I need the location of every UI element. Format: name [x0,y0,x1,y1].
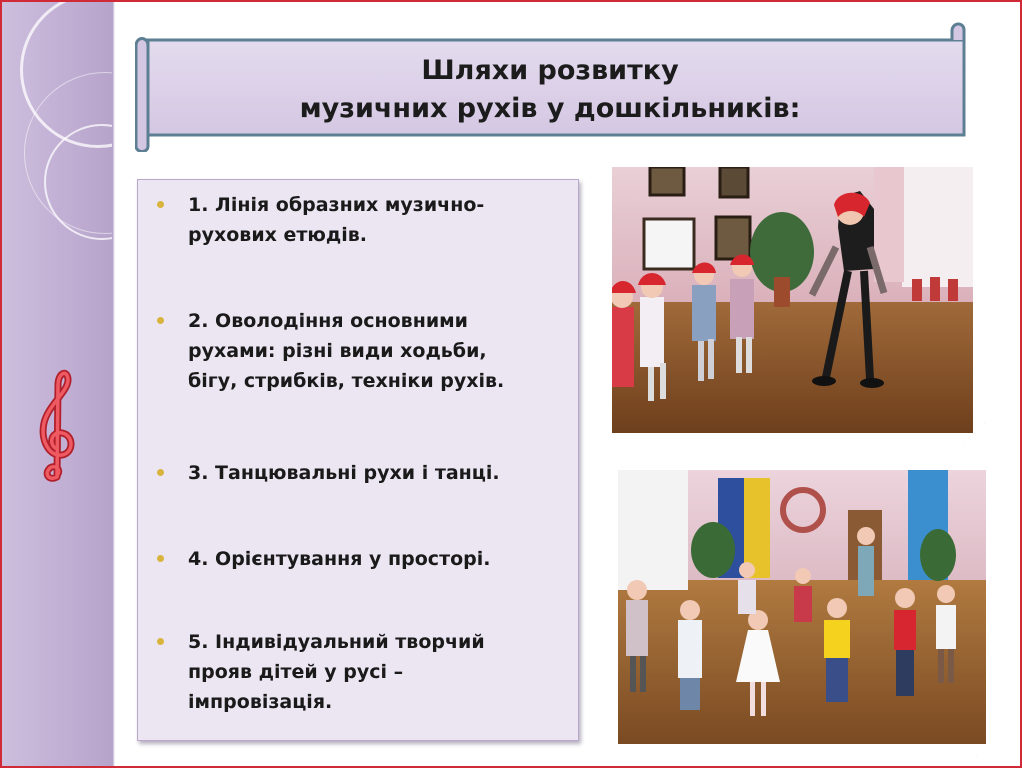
bullet-text: 4. Орієнтування у просторі. [188,548,491,570]
treble-clef-icon [30,365,80,485]
photo-children-dancing [606,458,998,756]
bullet-text: 5. Індивідуальний творчий прояв дітей у русі – імпровізація. [188,631,485,713]
photo-teacher-with-children [600,155,985,445]
title-line-2: музичних рухів у дошкільників: [299,93,801,124]
photo-illustration [612,167,973,433]
bullet-dot [157,555,164,562]
bullet-text: 2. Оволодіння основними рухами: різні види ходьби, бігу, стрибків, техніки рухів. [188,310,505,392]
bullet-dot [157,317,164,324]
photo-content [612,167,973,433]
strip-edge [112,2,115,766]
bullet-dot [157,469,164,476]
title-line-1: Шляхи розвитку [421,55,679,86]
bullet-text: 3. Танцювальні рухи і танці. [188,462,500,484]
content-panel [137,179,579,741]
photo-content [618,470,986,744]
bullet-dot [157,201,164,208]
bullet-text: 1. Лінія образних музично- рухових етюдів. [188,194,485,246]
bullet-dot [157,638,164,645]
photo-illustration [618,470,986,744]
slide-title [140,52,960,128]
